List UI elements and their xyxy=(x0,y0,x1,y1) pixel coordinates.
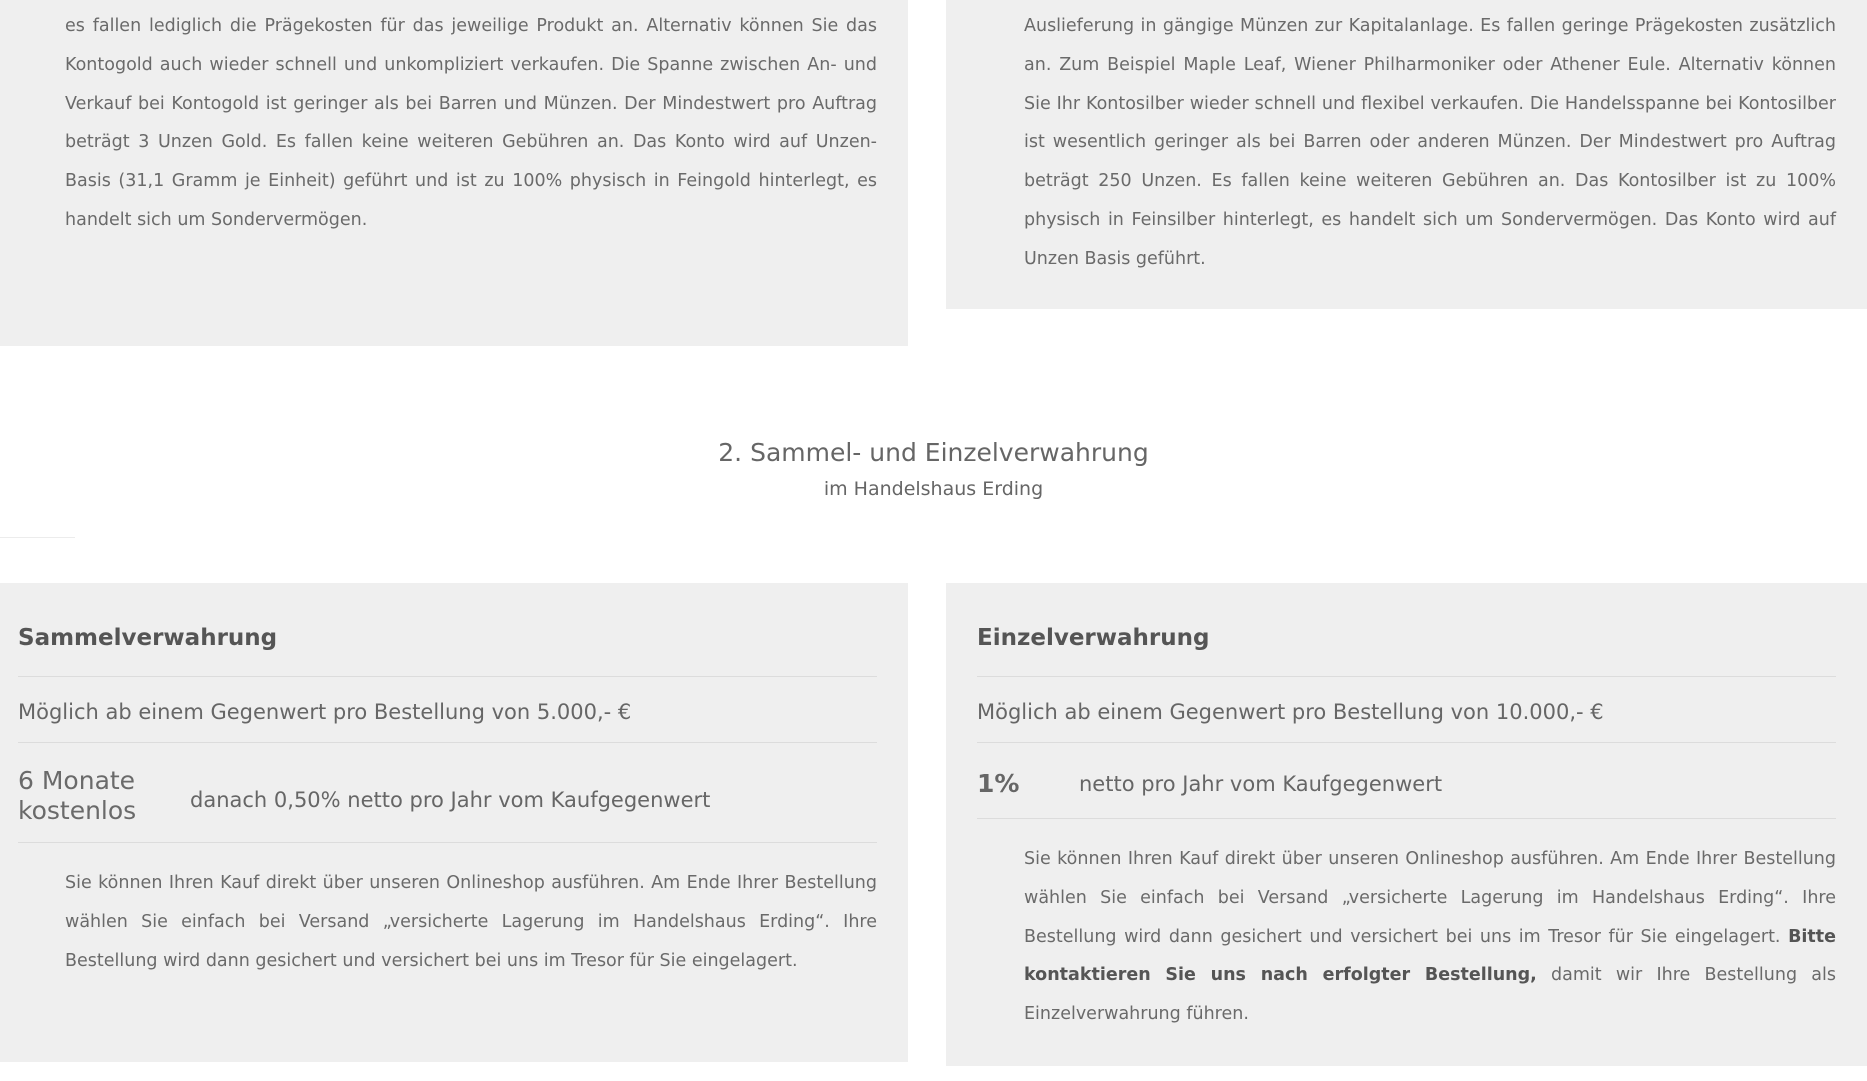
contact-notice: Bitte kontaktieren Sie uns nach erfolgter Bestellung, xyxy=(1024,926,1836,986)
kontosilber-description: Auslieferung in gängige Münzen zur Kapitalanlage. Es fallen geringe Prägekosten zusätzlich an. Zum Beispiel Maple Leaf, Wiener Philharmoniker oder Athener Eule. Alternativ können Sie Ihr Kontosilber wieder schnell und flexibel verkaufen. Die Handelsspanne bei Kontosilber ist wesentlich geringer als bei Barren oder anderen Münzen. Der Mindestwert pro Auftrag beträgt 250 Unzen. Es fallen keine weiteren Gebühren an. Das Kontosilber ist zu 100% physisch in Feinsilber hinterlegt, es handelt sich um Sondervermögen. Das Konto wird auf Unzen Basis geführt. xyxy=(1024,16,1836,269)
sammelverwahrung-description: Sie können Ihren Kauf direkt über unseren Onlineshop ausführen. Am Ende Ihrer Bestellung wählen Sie einfach bei Versand „versicherte Lagerung im Handelshaus Erding“. Ihre Bestellung wird dann gesichert und versichert bei uns im Tresor für Sie eingelagert. xyxy=(65,873,877,971)
free-period-label: kostenlos xyxy=(18,796,137,825)
einzelverwahrung-title: Einzelverwahrung xyxy=(977,625,1210,651)
kontogold-panel xyxy=(0,0,908,346)
sammelverwahrung-free-period xyxy=(18,766,136,826)
kontosilber-panel xyxy=(946,0,1867,309)
divider xyxy=(0,537,75,538)
free-period-duration: 6 Monate xyxy=(18,766,136,795)
sammelverwahrung-minimum: Möglich ab einem Gegenwert pro Bestellung von 5.000,- € xyxy=(18,700,632,724)
divider xyxy=(977,818,1836,819)
einzelverwahrung-description xyxy=(1024,840,1836,1034)
einzelverwahrung-minimum: Möglich ab einem Gegenwert pro Bestellung von 10.000,- € xyxy=(977,700,1604,724)
divider xyxy=(18,742,877,743)
divider xyxy=(18,842,877,843)
description-text: damit wir Ihre Bestellung als Einzelverwahrung führen. xyxy=(1024,965,1836,1025)
divider xyxy=(18,676,877,677)
sammelverwahrung-title: Sammelverwahrung xyxy=(18,625,278,651)
einzelverwahrung-panel xyxy=(946,583,1867,1066)
section-subtitle: im Handelshaus Erding xyxy=(823,478,1044,500)
sammelverwahrung-fee: danach 0,50% netto pro Jahr vom Kaufgegenwert xyxy=(190,788,711,812)
divider xyxy=(977,676,1836,677)
kontogold-description: es fallen lediglich die Prägekosten für das jeweilige Produkt an. Alternativ können Sie das Kontogold auch wieder schnell und unkompliziert verkaufen. Die Spanne zwischen An- und Verkauf bei Kontogold ist geringer als bei Barren und Münzen. Der Mindestwert pro Auftrag beträgt 3 Unzen Gold. Es fallen keine weiteren Gebühren an. Das Konto wird auf Unzen-Basis (31,1 Gramm je Einheit) geführt und ist zu 100% physisch in Feingold hinterlegt, es handelt sich um Sondervermögen. xyxy=(65,16,877,230)
description-text: Sie können Ihren Kauf direkt über unseren Onlineshop ausführen. Am Ende Ihrer Bestellung wählen Sie einfach bei Versand „versicherte Lagerung im Handelshaus Erding“. Ihre Bestellung wird dann gesichert und versichert bei uns im Tresor für Sie eingelagert. xyxy=(1024,849,1836,947)
divider xyxy=(977,742,1836,743)
section-title: 2. Sammel- und Einzelverwahrung xyxy=(718,438,1149,467)
einzelverwahrung-fee: netto pro Jahr vom Kaufgegenwert xyxy=(1079,772,1443,796)
einzelverwahrung-rate: 1% xyxy=(977,769,1020,798)
sammelverwahrung-panel xyxy=(0,583,908,1062)
